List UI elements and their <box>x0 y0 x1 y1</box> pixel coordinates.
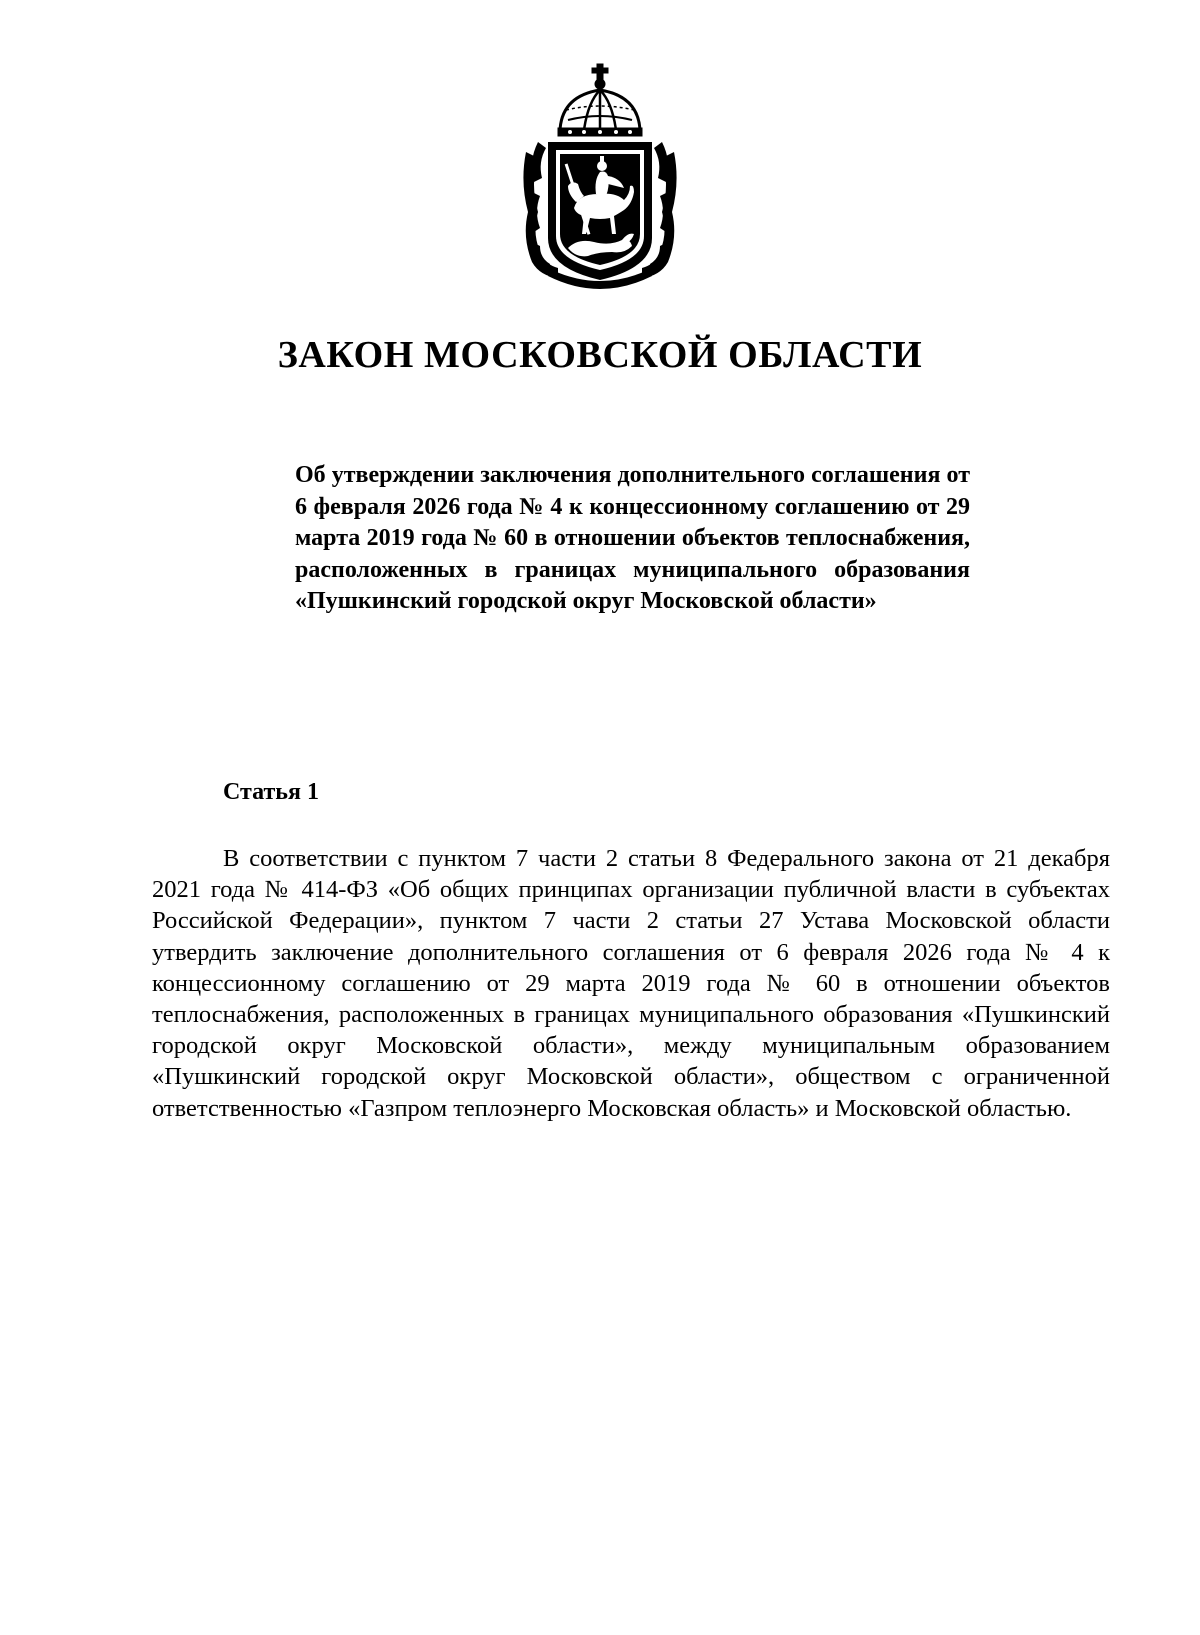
document-subject: Об утверждении заключения дополнительного соглашения от 6 февраля 2026 года № 4 к концессионному соглашению от 29 марта 2019 года № 60 в отношении объектов теплоснабжения, расположенных в границах муниципального образования «Пушкинский городской округ Московской области» <box>295 462 970 615</box>
article-1-title: Статья 1 <box>223 779 319 805</box>
article-1-body: В соответствии с пунктом 7 части 2 статьи 8 Федерального закона от 21 декабря 2021 года № 414-ФЗ «Об общих принципах организации публичной власти в субъектах Российской Федерации», пунктом 7 части 2 статьи 27 Устава Московской области утвердить заключение дополнительного соглашения от 6 февраля 2026 года № 4 к концессионному соглашению от 29 марта 2019 года № 60 в отношении объектов теплоснабжения, расположенных в границах муниципального образования «Пушкинский городской округ Московской области», между муниципальным образованием «Пушкинский городской округ Московской области», обществом с ограниченной ответственностью «Газпром теплоэнерго Московская область» и Московской областью. <box>152 845 1110 1122</box>
document-title: ЗАКОН МОСКОВСКОЙ ОБЛАСТИ <box>277 334 923 376</box>
moscow-oblast-coat-of-arms-icon <box>518 62 682 292</box>
